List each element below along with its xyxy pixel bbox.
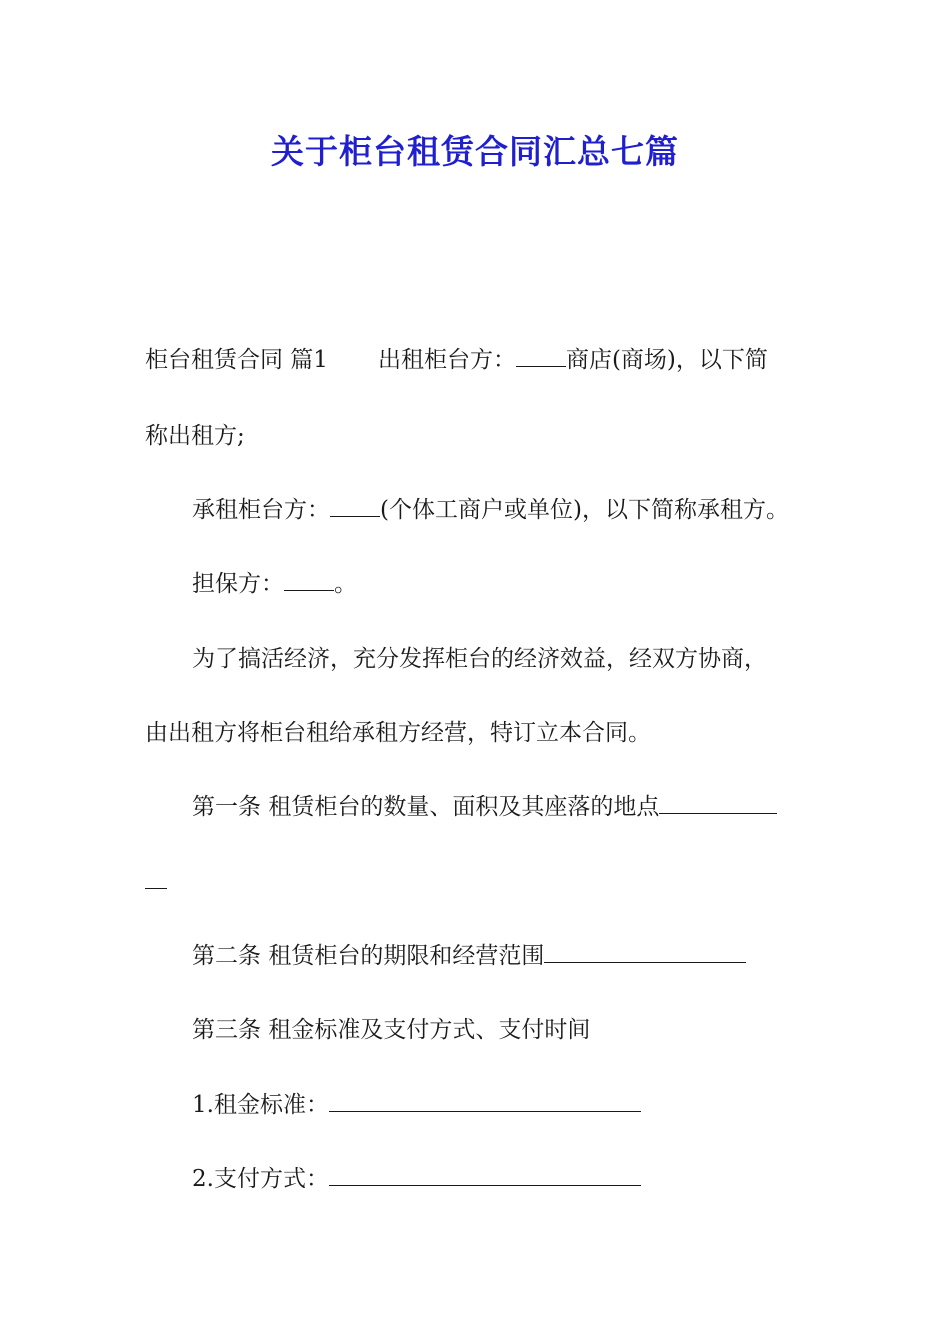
- item-1-blank: [329, 1089, 641, 1112]
- item-2-blank: [329, 1163, 641, 1186]
- article-1-label: 第一条: [192, 794, 261, 820]
- article-1-blank-cont: [145, 866, 167, 889]
- article-1-cont: [145, 862, 167, 902]
- item-1-label: 1.租金标准：: [192, 1092, 329, 1118]
- article-2: [192, 936, 746, 976]
- item-rent-standard: [192, 1085, 641, 1125]
- lessor-tail: 商店(商场)，以下简: [565, 347, 768, 373]
- article-1-text: 租赁柜台的数量、面积及其座落的地点: [268, 794, 660, 820]
- paragraph-lessor: [145, 340, 768, 380]
- paragraph-guarantor: [192, 564, 357, 604]
- paragraph-lessee: [192, 490, 789, 530]
- article-2-text: 租赁柜台的期限和经营范围: [268, 943, 545, 969]
- article-2-blank: [544, 940, 746, 963]
- article-3-text: 租金标准及支付方式、支付时间: [268, 1017, 591, 1043]
- lessor-blank: [516, 344, 566, 367]
- item-2-label: 2.支付方式：: [192, 1166, 329, 1192]
- document-title: 关于柜台租赁合同汇总七篇: [271, 132, 679, 171]
- article-3: [192, 1010, 590, 1050]
- guarantor-blank: [284, 568, 334, 591]
- contract-heading: 柜台租赁合同 篇1: [145, 347, 328, 373]
- article-2-label: 第二条: [192, 943, 261, 969]
- lessee-tail: (个体工商户或单位)，以下简称承租方。: [380, 497, 789, 523]
- article-1-blank: [659, 791, 777, 814]
- item-payment-method: [192, 1159, 641, 1199]
- guarantor-tail: 。: [334, 571, 357, 597]
- lessee-blank: [330, 494, 380, 517]
- article-3-label: 第三条: [192, 1017, 261, 1043]
- lessee-label: 承租柜台方：: [192, 497, 330, 523]
- lessor-label: 出租柜台方：: [377, 347, 516, 373]
- paragraph-purpose-cont: 由出租方将柜台租给承租方经营，特订立本合同。: [145, 720, 651, 746]
- guarantor-label: 担保方：: [192, 571, 284, 597]
- paragraph-lessor-cont: 称出租方;: [145, 423, 245, 449]
- paragraph-purpose: 为了搞活经济，充分发挥柜台的经济效益，经双方协商，: [192, 646, 767, 672]
- article-1: [192, 787, 777, 827]
